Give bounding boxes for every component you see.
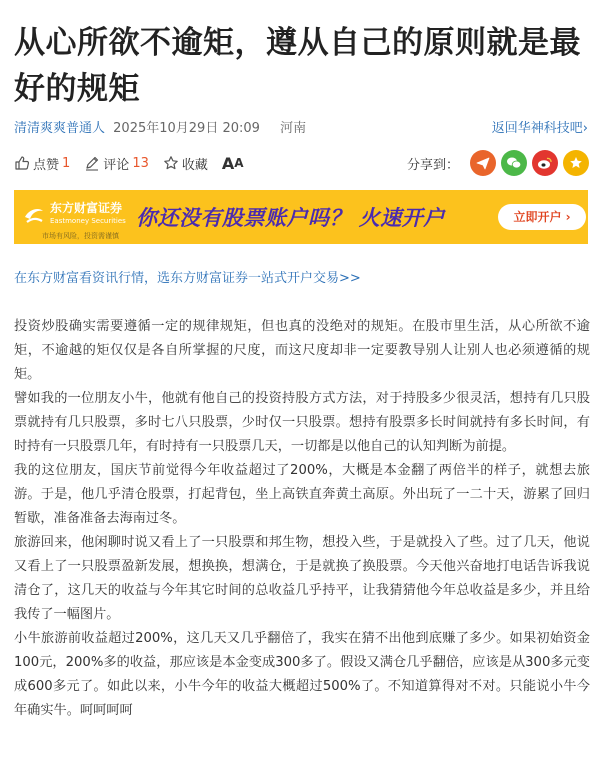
- font-size-small-label: A: [234, 156, 244, 170]
- font-size-large-label: A: [221, 153, 235, 173]
- risk-notice: 市场有风险，投资需谨慎: [42, 232, 119, 240]
- article-paragraph: 我的这位朋友，国庆节前觉得今年收益超过了200%，大概是本金翻了两倍半的样子，就想去旅游。于是，他几乎清仓股票，打起背包，坐上高铁直奔黄土高原。外出玩了一二十天，游累了回归暂歇，准备准备去海南过冬。: [14, 463, 590, 526]
- like-button[interactable]: [14, 154, 70, 173]
- article-paragraph: 投资炒股确实需要遵循一定的规律规矩，但也真的没绝对的规矩。在股市里生活，从心所欲不逾矩，不逾越的矩仅仅是各自所掌握的尺度，而这尺度却非一定要教导别人让别人也必须遵循的规矩。: [14, 319, 590, 382]
- eastmoney-logo: [22, 201, 126, 229]
- share-bar: [407, 148, 589, 178]
- share-label: 分享到：: [406, 157, 459, 173]
- article-paragraph: 旅游回来，他闲聊时说又看上了一只股票和邦生物，想投入些，于是就投入了些。过了几天，他说又看上了一只股票盈新发展，想换换，想满仓，于是就换了换股票。今天他兴奋地打电话告诉我说清仓了，这几天的收益与今年其它时间的总收益几乎持平，让我猜猜他今年总收益是多少，并且给我传了一幅图片。: [14, 535, 590, 622]
- banner-slogan: 你还没有股票账户吗？ 火速开户: [136, 206, 445, 230]
- article-body: [14, 315, 590, 723]
- open-account-button[interactable]: 立即开户 ›: [498, 204, 586, 230]
- publish-date: 2025年10月29日 20:09: [113, 121, 260, 136]
- favorite-button[interactable]: [163, 154, 208, 173]
- logo-name-en: Eastmoney Securities: [50, 217, 126, 225]
- wechat-icon[interactable]: [501, 150, 527, 176]
- promo-link[interactable]: 在东方财富看资讯行情，选东方财富证券一站式开户交易>>: [14, 271, 361, 286]
- comment-count: 13: [132, 155, 149, 171]
- like-count: 1: [62, 155, 71, 171]
- article-actions: [14, 150, 258, 176]
- article-paragraph: 小牛旅游前收益超过200%，这几天又几乎翻倍了，我实在猜不出他到底赚了多少。如果初始资金100元，200%多的收益，那应该是本金变成300多了。假设又满仓几乎翻倍，应该是从300多元变成600多元了。如此以来，小牛今年的收益大概超过500%了。不知道算得对不对。只能说小牛今年确实牛。呵呵呵呵: [14, 631, 590, 718]
- comment-label: 评论: [103, 157, 130, 173]
- return-to-bar-link[interactable]: 返回华神科技吧›: [491, 121, 588, 136]
- logo-name-cn: 东方财富证券: [50, 201, 123, 215]
- like-label: 点赞: [33, 157, 60, 173]
- qzone-star-icon[interactable]: [563, 150, 589, 176]
- weibo-icon[interactable]: [532, 150, 558, 176]
- comment-button[interactable]: [84, 154, 149, 173]
- region-label: 河南: [280, 121, 307, 136]
- favorite-label: 收藏: [181, 157, 208, 173]
- article-paragraph: 譬如我的一位朋友小牛，他就有他自己的投资持股方式方法，对于持股多少很灵活，想持有几只股票就持有几只股票，多时七八只股票，少时仅一只股票。想持有股票多长时间就持有多长时间，有时持有一只股票几年，有时持有一只股票几天，一切都是以他自己的认知判断为前提。: [14, 391, 590, 454]
- paper-plane-icon[interactable]: [470, 150, 496, 176]
- thumbs-up-icon: [14, 155, 30, 171]
- star-icon: [163, 155, 179, 171]
- account-opening-banner[interactable]: [14, 190, 588, 244]
- author-link[interactable]: 清清爽爽普通人: [14, 121, 106, 136]
- eastmoney-logo-icon: [22, 203, 46, 227]
- article-title: 从心所欲不逾矩，遵从自己的原则就是最好的规矩: [14, 25, 581, 107]
- font-size-button[interactable]: [222, 154, 244, 173]
- edit-icon: [84, 155, 100, 171]
- article-meta: [14, 120, 306, 138]
